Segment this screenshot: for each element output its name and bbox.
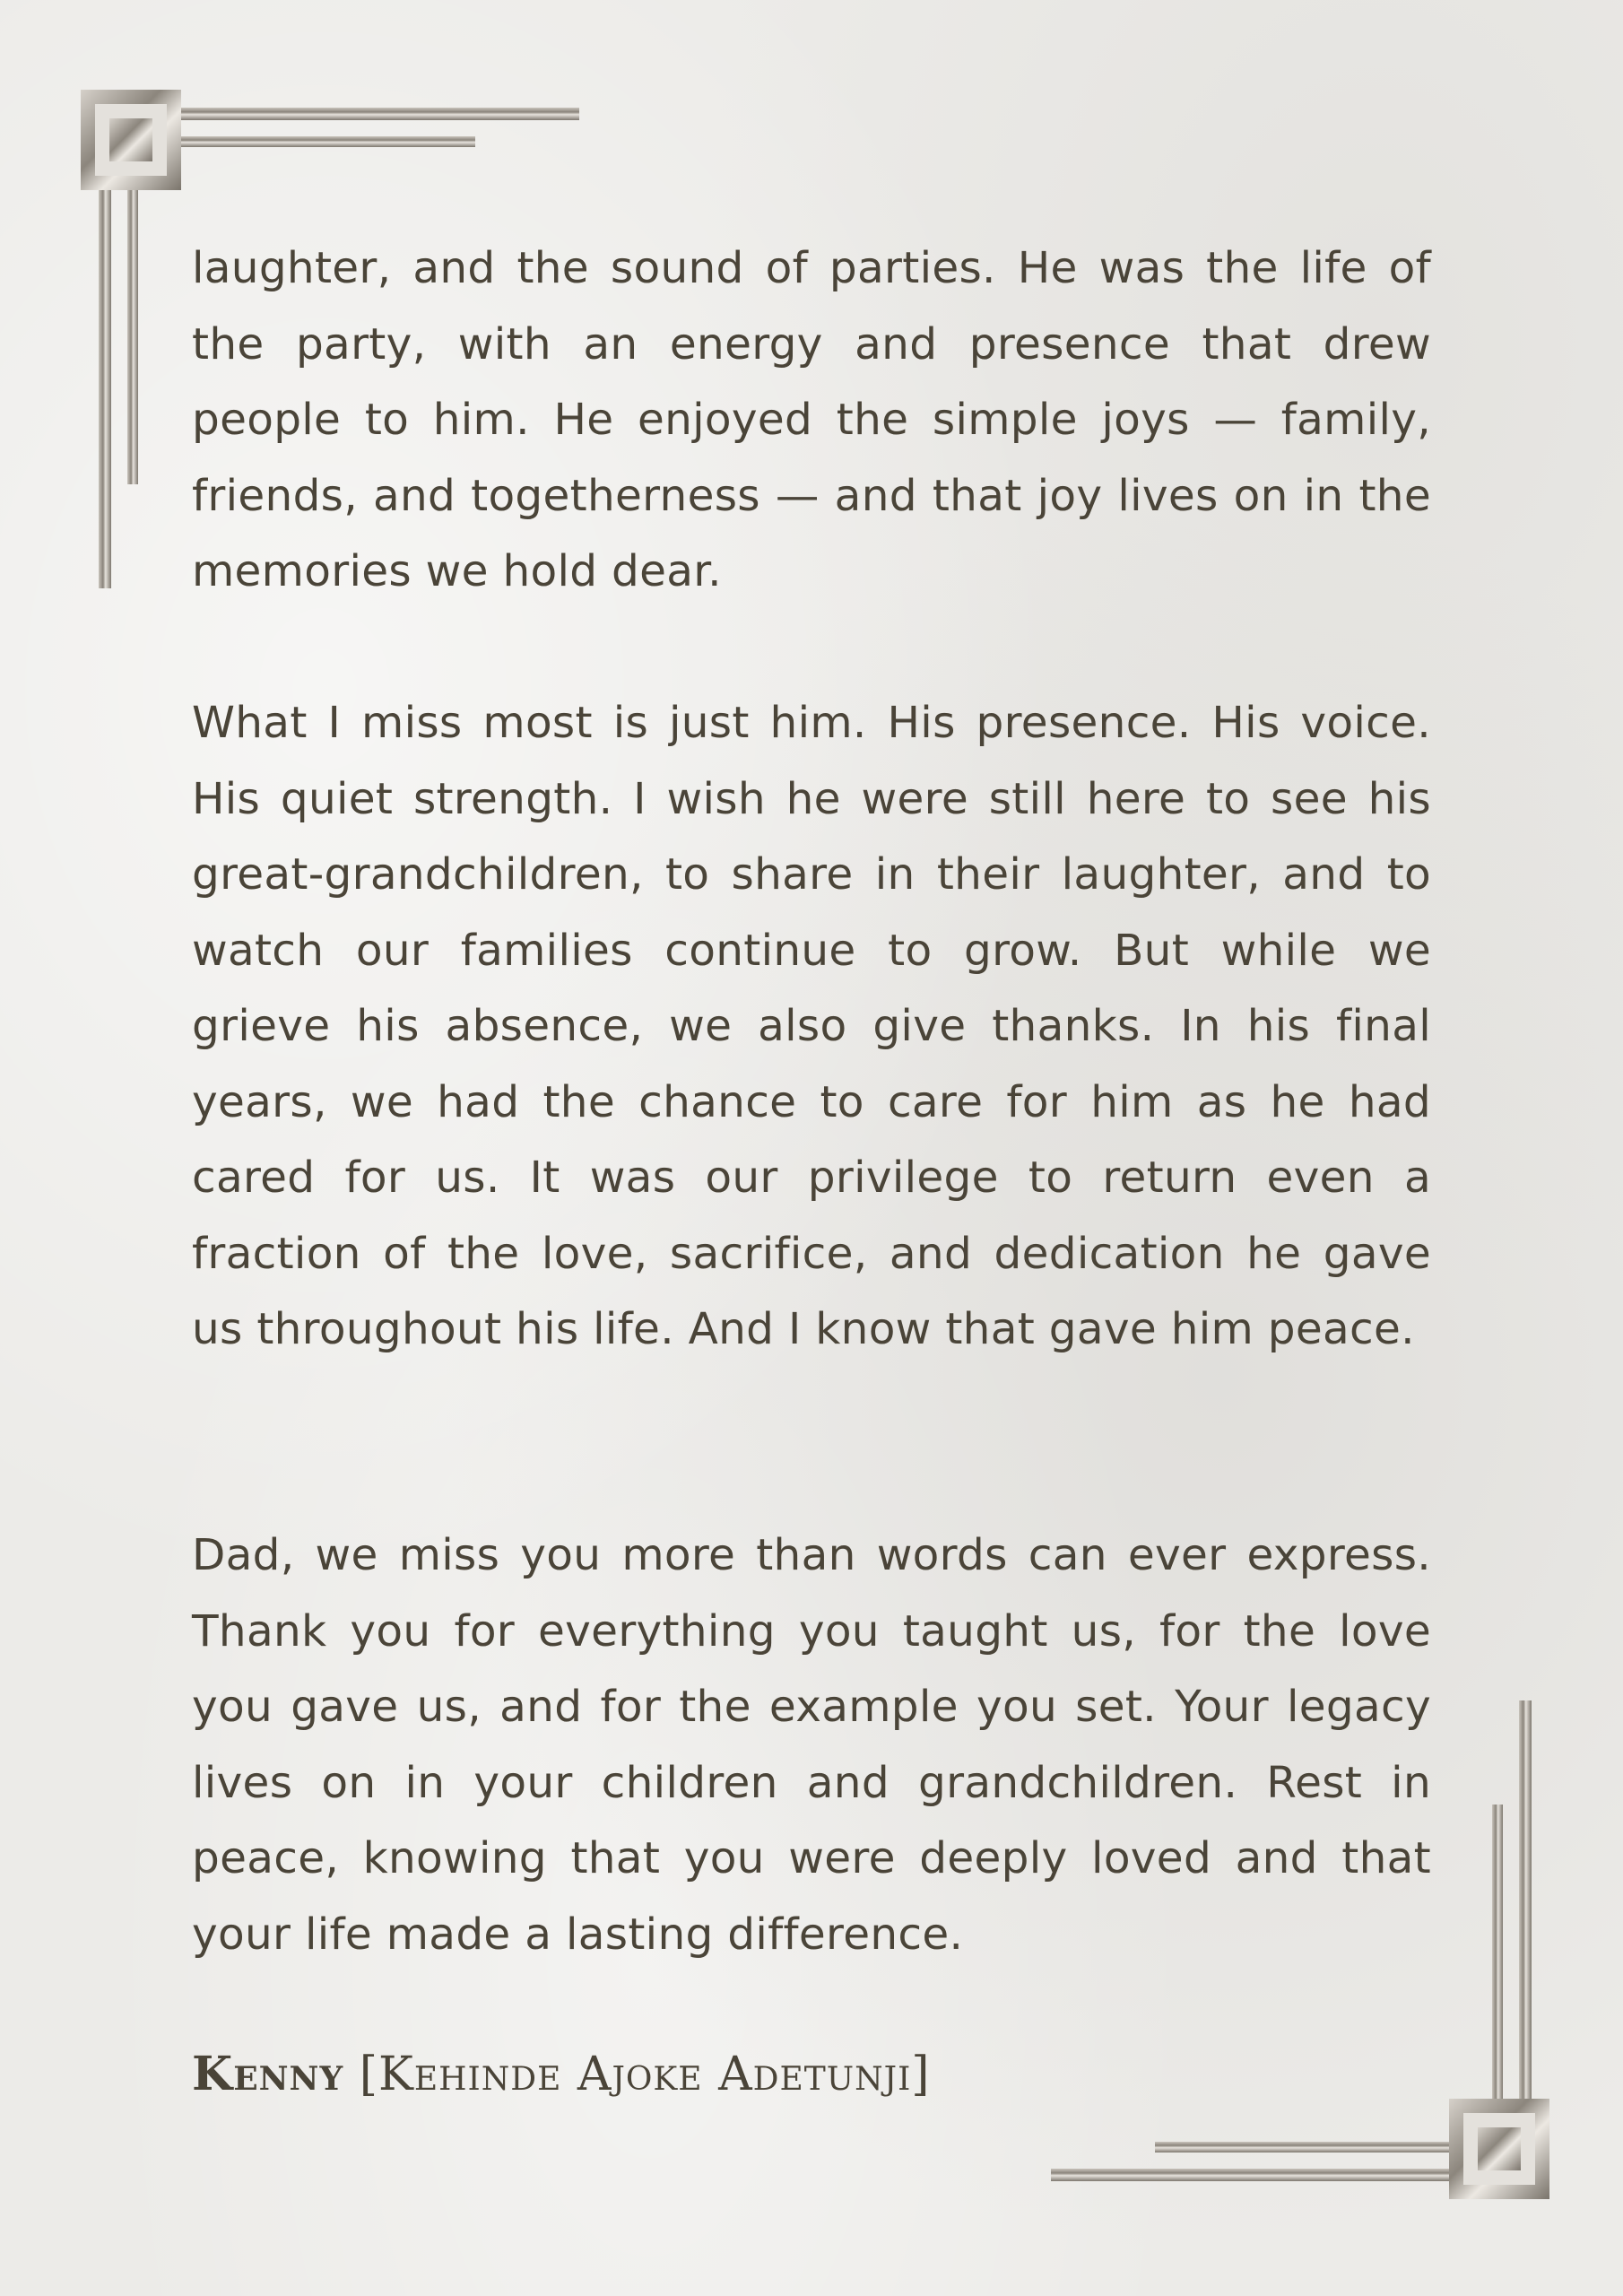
signature-full-name: [Kehinde Ajoke Adetunji] bbox=[359, 2048, 931, 2101]
bottom-right-ornament-bar-h2 bbox=[1155, 2142, 1449, 2152]
tribute-paragraph-2 bbox=[192, 685, 1431, 1368]
top-left-ornament-bar-h1 bbox=[181, 108, 579, 120]
top-left-ornament-square-core bbox=[109, 118, 152, 161]
bottom-right-ornament-bar-v1 bbox=[1519, 1700, 1532, 2099]
paragraph-text: Dad, we miss you more than words can ever express. Thank you for everything you taught us, for the love you gave us, and for the example you set. Your legacy lives on in your children and grandchildren. Rest in peace, knowing that you were deeply loved and that your life made a lasting difference. bbox=[192, 1530, 1431, 1960]
signature-name: Kenny bbox=[192, 2047, 344, 2101]
paragraph-text: laughter, and the sound of parties. He was the life of the party, with an energy and presence that drew people to him. He enjoyed the simple joys — family, friends, and togetherness — and that joy lives on in the memories we hold dear. bbox=[192, 243, 1431, 596]
top-left-ornament-bar-v2 bbox=[127, 190, 138, 484]
top-left-ornament-bar-h2 bbox=[181, 136, 475, 147]
bottom-right-ornament-square-core bbox=[1478, 2127, 1521, 2170]
bottom-right-ornament-bar-v2 bbox=[1492, 1805, 1503, 2099]
bottom-right-ornament-bar-h1 bbox=[1051, 2169, 1449, 2181]
tribute-paragraph-1 bbox=[192, 230, 1431, 610]
tribute-paragraph-3 bbox=[192, 1518, 1431, 1972]
top-left-ornament-bar-v1 bbox=[99, 190, 111, 588]
signature bbox=[192, 2047, 931, 2101]
paragraph-text: What I miss most is just him. His presence. His voice. His quiet strength. I wish he were still here to see his great-grandchildren, to share in their laughter, and to watch our families continue to grow. But while we grieve his absence, we also give thanks. In his final years, we had the chance to care for him as he had cared for us. It was our privilege to return even a fraction of the love, sacrifice, and dedication he gave us throughout his life. And I know that gave him peace. bbox=[192, 698, 1431, 1354]
